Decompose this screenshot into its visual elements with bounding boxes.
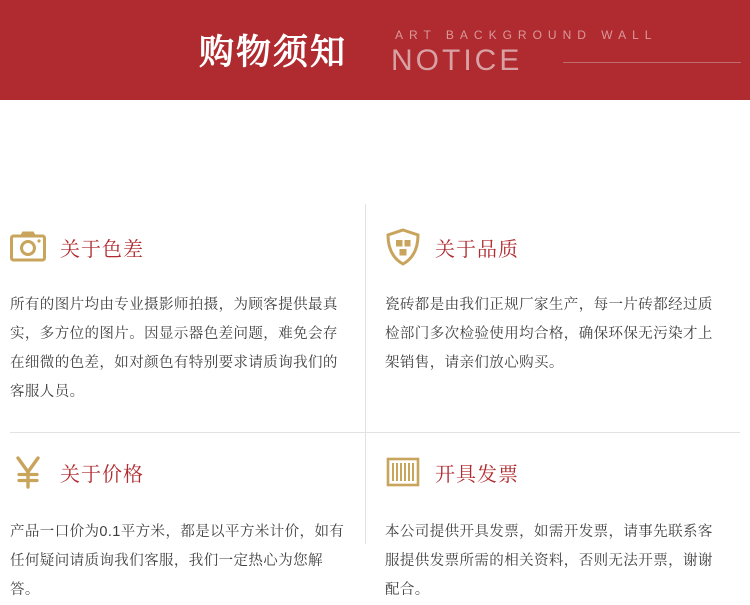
- page-header: [0, 0, 750, 100]
- section-header: [385, 450, 725, 494]
- section-header: [385, 225, 725, 269]
- section-body: 瓷砖都是由我们正规厂家生产，每一片砖都经过质检部门多次检验使用均合格，确保环保无污染才上架销售，请亲们放心购买。: [385, 297, 713, 371]
- grid-vertical-divider: [365, 204, 366, 544]
- notice-section-quality: [385, 225, 725, 378]
- notice-grid: [0, 100, 750, 598]
- shield-quality-icon: [385, 228, 421, 266]
- section-header: [10, 450, 350, 494]
- grid-horizontal-divider: [10, 432, 740, 433]
- section-title: 关于色差: [60, 238, 144, 261]
- notice-section-price: [10, 450, 350, 605]
- section-body: 产品一口价为0.1平方米，都是以平方米计价，如有任何疑问请质询我们客服，我们一定热心为您解答。: [10, 524, 345, 598]
- invoice-icon: [385, 453, 421, 491]
- yen-price-icon: [10, 453, 46, 491]
- header-subtitle-en: ART BACKGROUND WALL: [395, 28, 658, 42]
- notice-section-color: [10, 225, 350, 407]
- header-title-en: NOTICE: [391, 44, 523, 77]
- page-title: 购物须知: [198, 33, 347, 72]
- section-header: [10, 225, 350, 269]
- section-title: 关于价格: [60, 463, 144, 486]
- header-divider-line: [563, 62, 741, 63]
- header-right-panel: [365, 0, 750, 100]
- section-title: 关于品质: [435, 238, 519, 261]
- section-title: 开具发票: [435, 463, 519, 486]
- section-body: 所有的图片均由专业摄影师拍摄，为顾客提供最真实，多方位的图片。因显示器色差问题，难免会存在细微的色差，如对颜色有特别要求请质询我们的客服人员。: [10, 297, 338, 400]
- section-body: 本公司提供开具发票，如需开发票，请事先联系客服提供发票所需的相关资料，否则无法开票，谢谢配合。: [385, 524, 713, 598]
- notice-section-invoice: [385, 450, 725, 605]
- camera-icon: [10, 228, 46, 266]
